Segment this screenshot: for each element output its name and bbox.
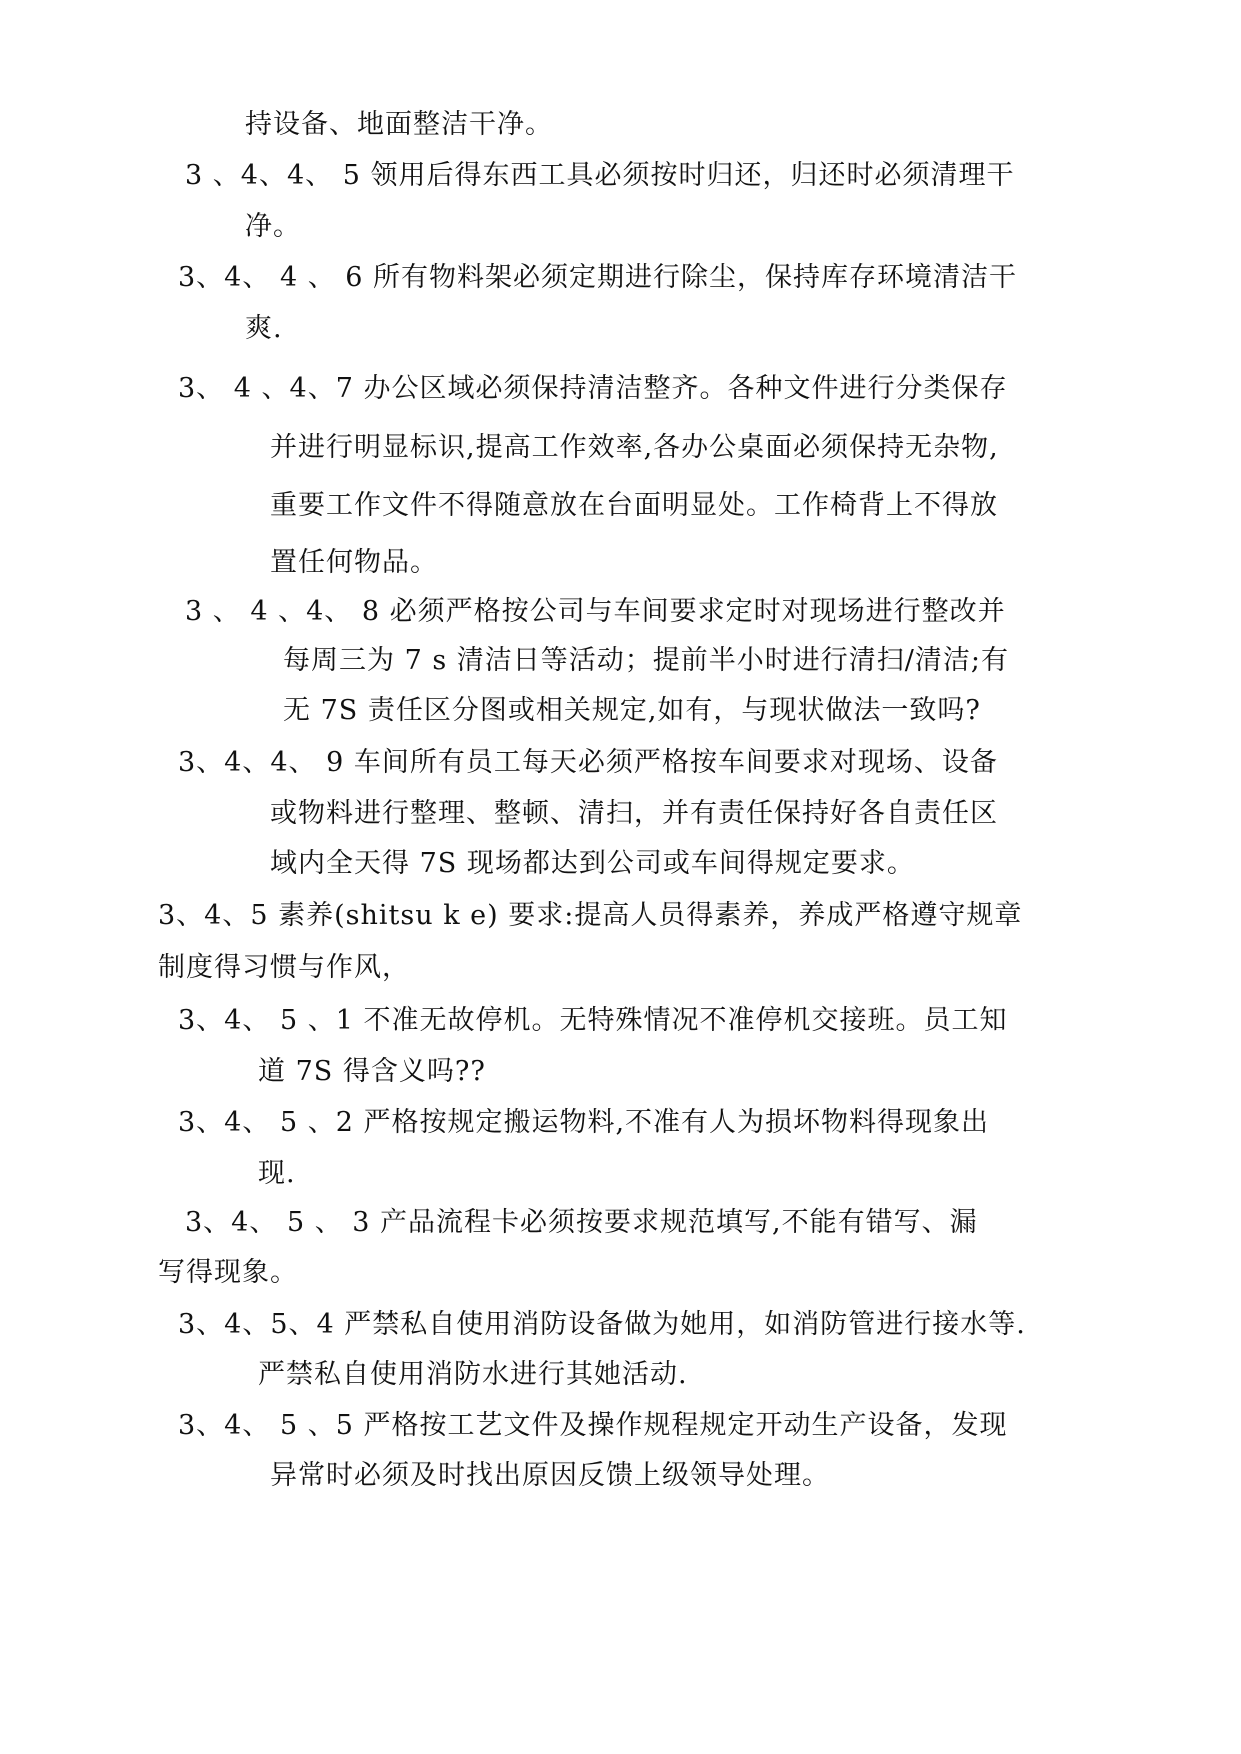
text-line: 爽. — [245, 313, 283, 344]
text-line: 置任何物品。 — [270, 547, 438, 578]
text-line: 严禁私自使用消防水进行其她活动. — [258, 1359, 688, 1390]
text-line: 净。 — [245, 211, 301, 242]
text-line: 异常时必须及时找出原因反馈上级领导处理。 — [270, 1460, 830, 1491]
text-line: 或物料进行整理、整顿、清扫，并有责任保持好各自责任区 — [270, 798, 998, 829]
text-line: 3 、4、4、 5 领用后得东西工具必须按时归还，归还时必须清理干 — [185, 160, 1015, 191]
text-line: 3、 4 、4、7 办公区域必须保持清洁整齐。各种文件进行分类保存 — [178, 373, 1008, 404]
text-line: 3、4、5、4 严禁私自使用消防设备做为她用，如消防管进行接水等. — [178, 1309, 1026, 1340]
text-line: 制度得习惯与作风， — [158, 952, 410, 983]
text-line: 3、4、 5 、5 严格按工艺文件及操作规程规定开动生产设备，发现 — [178, 1410, 1008, 1441]
text-line: 3、4、 4 、 6 所有物料架必须定期进行除尘，保持库存环境清洁干 — [178, 262, 1018, 293]
text-line: 无 7S 责任区分图或相关规定,如有，与现状做法一致吗? — [283, 695, 981, 726]
text-line: 持设备、地面整洁干净。 — [245, 109, 553, 140]
text-line: 3、4、 5 、 3 产品流程卡必须按要求规范填写,不能有错写、漏 — [185, 1207, 978, 1238]
text-line: 现. — [258, 1158, 296, 1189]
text-line: 3、4、 5 、1 不准无故停机。无特殊情况不准停机交接班。员工知 — [178, 1005, 1008, 1036]
text-line: 道 7S 得含义吗?? — [258, 1056, 486, 1087]
text-line: 域内全天得 7S 现场都达到公司或车间得规定要求。 — [270, 848, 915, 879]
text-line: 写得现象。 — [158, 1257, 298, 1288]
section-heading: 3、4、5 素养(shitsu k e) 要求:提高人员得素养，养成严格遵守规章 — [158, 900, 1023, 931]
text-line: 每周三为 7 s 清洁日等活动；提前半小时进行清扫/清洁;有 — [283, 645, 1009, 676]
text-line: 3 、 4 、4、 8 必须严格按公司与车间要求定时对现场进行整改并 — [185, 596, 1006, 627]
text-line: 重要工作文件不得随意放在台面明显处。工作椅背上不得放 — [270, 490, 998, 521]
text-line: 3、4、4、 9 车间所有员工每天必须严格按车间要求对现场、设备 — [178, 747, 998, 778]
text-line: 并进行明显标识,提高工作效率,各办公桌面必须保持无杂物, — [270, 432, 999, 463]
text-line: 3、4、 5 、2 严格按规定搬运物料,不准有人为损坏物料得现象出 — [178, 1107, 990, 1138]
